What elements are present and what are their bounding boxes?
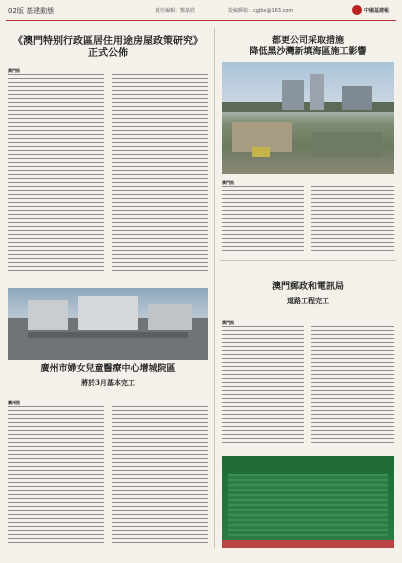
article-1-lead: 澳門訊 xyxy=(8,68,20,73)
article-2-photo xyxy=(222,62,394,174)
article-4-lead: 澳門訊 xyxy=(222,320,234,325)
newspaper-logo: 中國基建報 xyxy=(352,4,398,18)
article-2-title: 都更公司采取措施 降低黑沙灣新填海區施工影響 xyxy=(249,36,367,57)
contact-email[interactable]: 投稿郵箱：cgjbx@163.com xyxy=(228,8,294,14)
construction-site-photo xyxy=(222,62,394,174)
signboard-text-area xyxy=(228,474,388,538)
editor-credit: 責任編輯：鄭嘉欣 xyxy=(155,8,196,14)
article-3-photo xyxy=(8,288,208,360)
article-4-body-col1 xyxy=(222,326,304,446)
signboard-footer-bar xyxy=(222,540,394,548)
article-2-body-col2 xyxy=(311,186,394,254)
article-3-body-col2 xyxy=(112,406,208,548)
article-4-title: 澳門郵政和電訊局 xyxy=(271,282,344,292)
page-header xyxy=(0,0,402,22)
article-2-body-col1 xyxy=(222,186,304,254)
article-1-body-col1 xyxy=(8,74,104,280)
article-3-subtitle: 將於3月基本完工 xyxy=(81,378,135,387)
article-4-body-col2 xyxy=(311,326,394,446)
header-rule xyxy=(6,20,396,21)
article-4-subtitle: 道路工程完工 xyxy=(287,296,329,305)
project-signboard xyxy=(222,456,394,548)
article-1-body-col2 xyxy=(112,74,208,280)
column-divider xyxy=(214,28,215,548)
logo-mark-icon xyxy=(352,5,362,15)
article-3-title: 廣州市婦女兒童醫療中心增城院區 xyxy=(40,364,176,374)
right-section-divider xyxy=(220,260,396,261)
article-4-photo xyxy=(222,456,394,548)
article-3-lead: 廣州訊 xyxy=(8,400,20,405)
article-3-body-col1 xyxy=(8,406,104,548)
article-1-title: 《澳門特别行政區居住用途房屋政策研究》 正式公佈 xyxy=(13,36,203,59)
page-number-section: 02版 基建動態 xyxy=(8,7,55,15)
hospital-building-photo xyxy=(8,288,208,360)
article-2-lead: 澳門訊 xyxy=(222,180,234,185)
